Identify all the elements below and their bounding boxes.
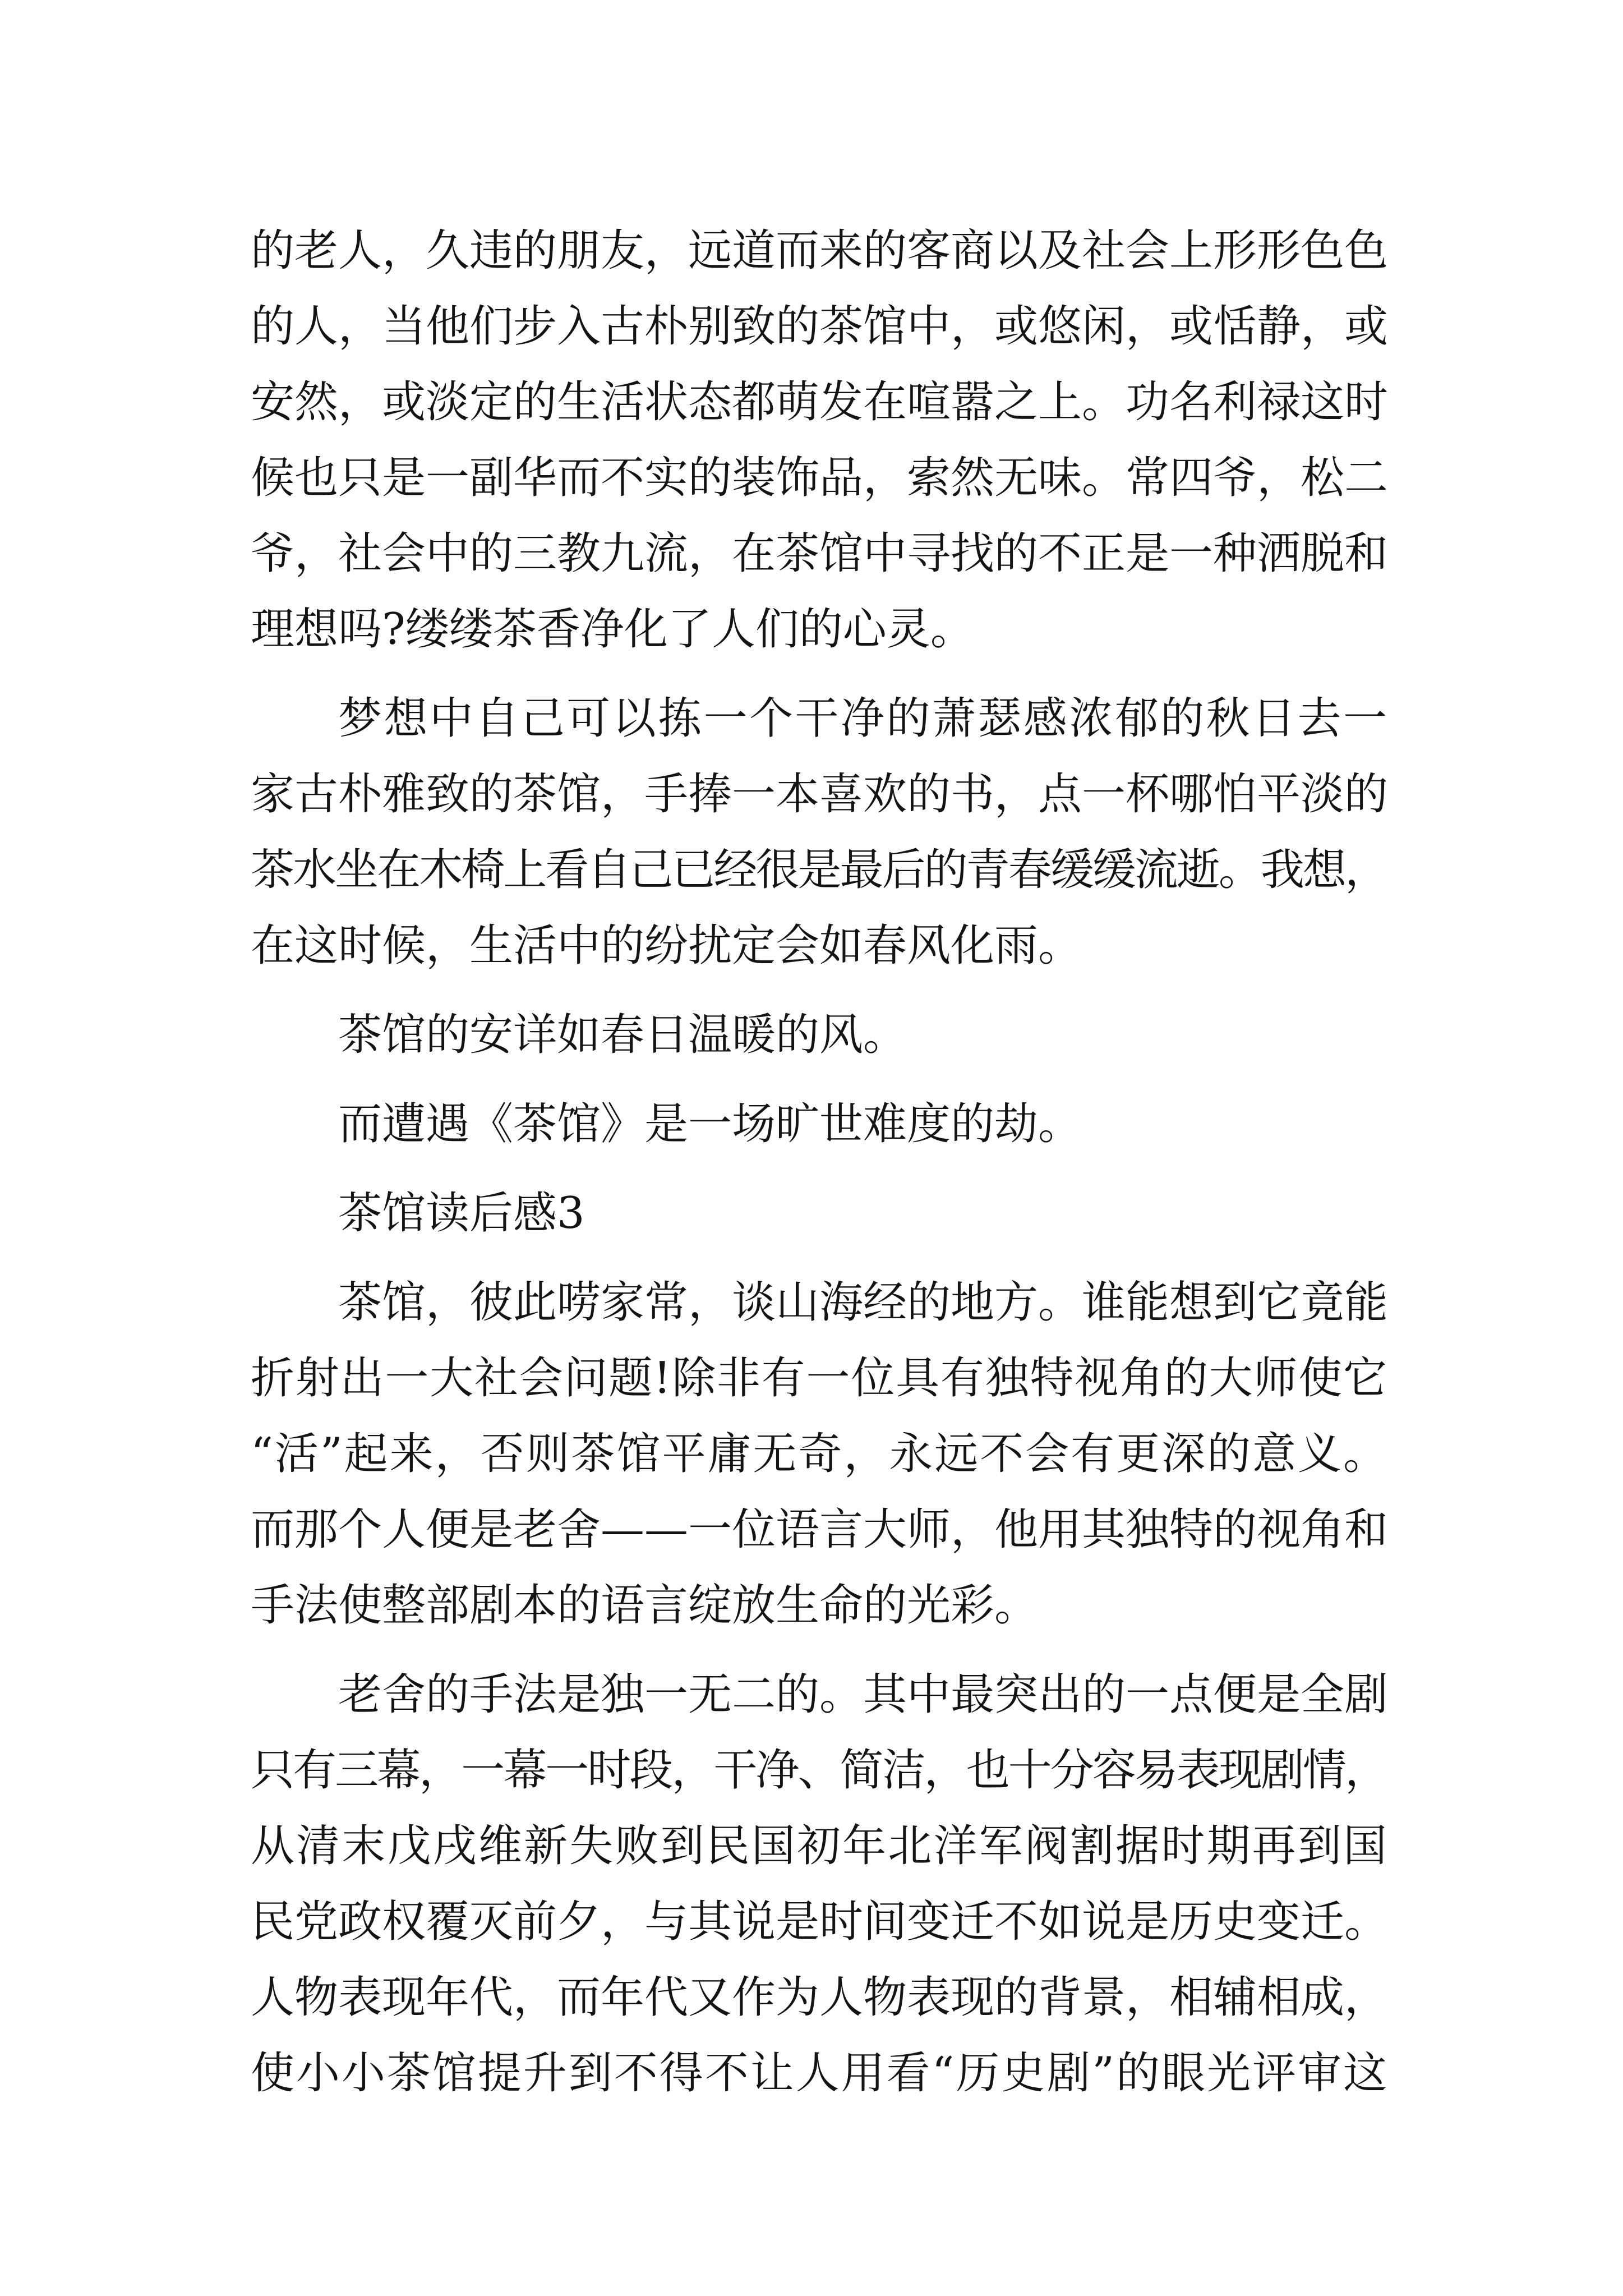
text-line: 民党政权覆灭前夕，与其说是时间变迁不如说是历史变迁。	[251, 1897, 1389, 1947]
text-line: 在这时候，生活中的纷扰定会如春风化雨。	[251, 921, 1082, 971]
section-heading-block	[251, 1176, 1387, 1251]
text-line: 理想吗?缕缕茶香净化了人们的心灵。	[251, 604, 974, 655]
text-line: 人物表现年代，而年代又作为人物表现的背景，相辅相成，	[251, 1972, 1389, 2023]
text-line: 只有三幕，一幕一时段，干净、简洁，也十分容易表现剧情，	[251, 1745, 1387, 1796]
paragraph	[251, 213, 1387, 668]
text-line: 从清末戊戌维新失败到民国初年北洋军阀割据时期再到国	[251, 1821, 1387, 1871]
document-body	[251, 213, 1387, 2125]
paragraph	[251, 1087, 1387, 1162]
text-line: 安然，或淡定的生活状态都萌发在喧嚣之上。功名利禄这时	[251, 377, 1389, 427]
paragraph	[251, 1657, 1387, 2111]
paragraph	[251, 681, 1387, 984]
text-line: 茶馆，彼此唠家常，谈山海经的地方。谁能想到它竟能	[338, 1277, 1389, 1328]
text-line: 的人，当他们步入古朴别致的茶馆中，或悠闲，或恬静，或	[251, 301, 1389, 352]
text-line: 梦想中自己可以拣一个干净的萧瑟感浓郁的秋日去一	[338, 693, 1387, 744]
text-line: 茶馆的安详如春日温暖的风。	[338, 1010, 907, 1060]
text-line: 而那个人便是老舍——一位语言大师，他用其独特的视角和	[251, 1504, 1389, 1555]
text-line: 折射出一大社会问题!除非有一位具有独特视角的大师使它	[251, 1353, 1387, 1404]
section-heading: 茶馆读后感3	[338, 1188, 585, 1239]
text-line: 候也只是一副华而不实的装饰品，索然无味。常四爷，松二	[251, 453, 1389, 503]
text-line: 家古朴雅致的茶馆，手捧一本喜欢的书，点一杯哪怕平淡的	[251, 769, 1389, 820]
text-line: 的老人，久违的朋友，远道而来的客商以及社会上形形色色	[251, 226, 1389, 276]
text-line: 而遭遇《茶馆》是一场旷世难度的劫。	[338, 1099, 1082, 1149]
text-line: “活”起来，否则茶馆平庸无奇，永远不会有更深的意义。	[251, 1429, 1387, 1479]
text-line: 爷，社会中的三教九流，在茶馆中寻找的不正是一种洒脱和	[251, 528, 1389, 579]
text-line: 手法使整部剧本的语言绽放生命的光彩。	[251, 1580, 1039, 1631]
text-line: 茶水坐在木椅上看自己已经很是最后的青春缓缓流逝。我想，	[251, 845, 1387, 895]
paragraph	[251, 1265, 1387, 1644]
text-line: 使小小茶馆提升到不得不让人用看“历史剧”的眼光评审这	[251, 2048, 1387, 2099]
paragraph	[251, 997, 1387, 1073]
text-line: 老舍的手法是独一无二的。其中最突出的一点便是全剧	[338, 1669, 1389, 1720]
